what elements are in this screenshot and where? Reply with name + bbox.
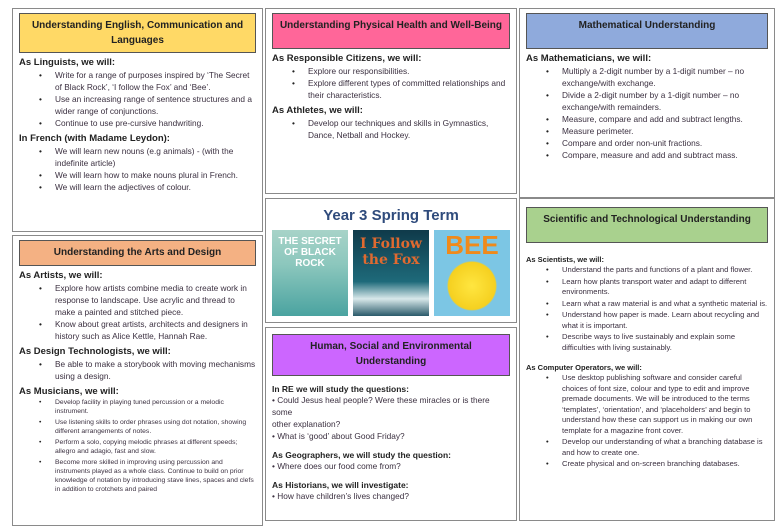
list-item: • Develop our understanding of what a branching database is and how to create one. [526,437,768,458]
list-item: • Measure, compare and add and subtract lengths. [526,113,768,125]
section-heading: In French (with Madame Leydon): [19,133,170,144]
list-item: • Use desktop publishing software and consider careful choices of font size, colour and type to edit and improve premade documents. We will be introduced to the terms ‘templates’, ‘orientation’, and ‘placeholders’ and begin to understand how these can support us in making our own template for a magazine front cover. [526,373,768,436]
science-title: Scientific and Technological Understanding [543,214,751,225]
human-panel [265,327,517,521]
list-item: • Become more skilled in improving using percussion and instruments played as a whole class. Continue to build on prior knowledge of notation by introducing stave lines, spaces and clefs in addition to crotchets and paired [19,458,256,494]
list-item: • Divide a 2-digit number by a 1-digit number – no exchange/with remainders. [526,89,768,113]
re-question: other explanation? [272,419,341,429]
list-item: • Create physical and on-screen branching databases. [526,459,768,470]
arts-title: Understanding the Arts and Design [53,247,222,258]
list-item: • We will learn the adjectives of colour. [19,181,256,193]
maths-content [526,53,768,161]
list-item: • Compare, measure and add and subtract mass. [526,149,768,161]
science-content [526,255,768,470]
term-panel [265,198,517,323]
section-heading: As Design Technologists, we will: [19,346,171,357]
list-item: • We will learn new nouns (e.g animals) - (with the indefinite article) [19,145,256,169]
section-heading: As Artists, we will: [19,270,103,281]
list-item: • Multiply a 2-digit number by a 1-digit number – no exchange/with exchange. [526,65,768,89]
list-item: • Understand the parts and functions of a plant and flower. [526,265,768,276]
section-heading: As Scientists, we will: [526,255,604,264]
english-content [19,57,256,193]
book-cover-bee: BEE [434,230,510,316]
geo-heading: As Geographers, we will study the question: [272,450,452,460]
science-header [526,207,768,243]
maths-title: Mathematical Understanding [578,20,716,31]
health-title: Understanding Physical Health and Well-Being [279,20,503,31]
arts-panel [12,235,263,526]
book-cover-i-follow-the-fox: I Follow the Fox [353,230,429,316]
english-panel [12,8,263,232]
list-item: • Describe ways to live sustainably and explain some difficulties with living sustainably. [526,332,768,353]
hist-question: • How have children’s lives changed? [272,491,409,501]
list-item: • Understand how paper is made. Learn about recycling and what it is important. [526,310,768,331]
list-item: • Explore different types of committed relationships and their characteristics. [272,77,510,101]
section-heading: As Computer Operators, we will: [526,363,642,372]
health-header [272,13,510,49]
list-item: • Use an increasing range of sentence structures and a wider range of conjunctions. [19,93,256,117]
list-item: • Develop facility in playing tuned percussion or a melodic instrument. [19,398,256,416]
english-header [19,13,256,53]
re-question: • Could Jesus heal people? Were these miracles or is there some [272,395,490,417]
re-question: • What is ‘good’ about Good Friday? [272,431,405,441]
list-item: • Learn how plants transport water and adapt to different environments. [526,277,768,298]
list-item: • Perform a solo, copying melodic phrases at different speeds; allegro and adagio, fast and slow. [19,438,256,456]
health-content [272,53,510,141]
science-panel [519,198,775,521]
list-item: • Develop our techniques and skills in Gymnastics, Dance, Netball and Hockey. [272,117,510,141]
term-title: Year 3 Spring Term [323,207,459,224]
health-panel [265,8,517,194]
maths-header [526,13,768,49]
geo-question: • Where does our food come from? [272,461,401,471]
maths-panel [519,8,775,198]
arts-content [19,270,256,494]
section-heading: As Musicians, we will: [19,386,119,397]
list-item: • Be able to make a storybook with moving mechanisms using a design. [19,358,256,382]
book-cover-secret-black-rock: THE SECRET OF BLACK ROCK [272,230,348,316]
section-heading: As Athletes, we will: [272,105,363,116]
human-header [272,334,510,376]
section-heading: As Mathematicians, we will: [526,53,652,64]
list-item: • Compare and order non-unit fractions. [526,137,768,149]
list-item: • Write for a range of purposes inspired by ‘The Secret of Black Rock’, ‘I follow the Fox’ and ‘Bee’. [19,69,256,93]
section-heading: As Responsible Citizens, we will: [272,53,422,64]
list-item: • Learn what a raw material is and what a synthetic material is. [526,299,768,310]
english-title: Understanding English, Communication and Languages [31,20,244,46]
list-item: • Explore our responsibilities. [272,65,510,77]
re-heading: In RE we will study the questions: [272,384,409,394]
section-heading: As Linguists, we will: [19,57,116,68]
hist-heading: As Historians, we will investigate: [272,480,409,490]
arts-header [19,240,256,266]
list-item: • Use listening skills to order phrases using dot notation, showing different arrangements of notes. [19,418,256,436]
list-item: • Continue to use pre-cursive handwriting. [19,117,256,129]
list-item: • Explore how artists combine media to create work in response to landscape. Use acrylic and thread to make a painted and stitched piece. [19,282,256,318]
list-item: • We will learn how to make nouns plural in French. [19,169,256,181]
list-item: • Know about great artists, architects and designers in history such as Alice Kettle, Hannah Rae. [19,318,256,342]
human-title: Human, Social and Environmental Understanding [310,341,472,367]
list-item: • Measure perimeter. [526,125,768,137]
book-covers [272,230,510,316]
